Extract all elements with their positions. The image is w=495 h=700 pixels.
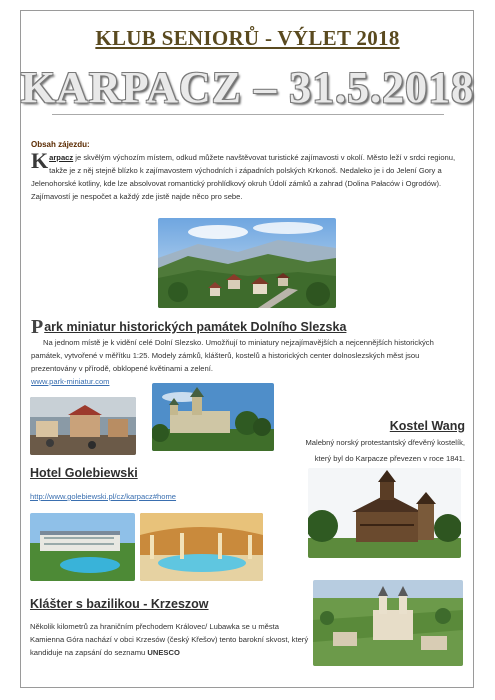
indoor-pool-photo	[140, 513, 263, 581]
klaster-title: Klášter s bazilikou - Krzeszow	[30, 597, 209, 611]
hotel-link[interactable]: http://www.golebiewski.pl/cz/karpacz#home	[30, 492, 177, 501]
park-paragraph: Na jednom místě je k vidění celé Dolní Slezsko. Umožňují to miniatury nejzajímavějších a nejcennějších historických památek, vytvořené v měřítku 1:25. Modely zámků, klášterů, kostelů a historických center dolnoslezských měst jsou prezentovány v přírodě, obklopené květinami a zelení.	[31, 338, 434, 373]
intro-paragraph	[31, 148, 465, 203]
park-link[interactable]: www.park-miniatur.com	[31, 377, 110, 386]
intro-text: je skvělým výchozím místem, odkud můžete navštěvovat turistické zajímavosti v okolí. Město leží v srdci regionu, takže je z něj stejně blízko k zajímavostem východních i západních polských Krkonoš. Nedaleko je i do Jelení Gory a Jelenohorské kotliny, kde lze absolvovat romantický prohlídkový okruh Údolí zámků a zahrad (Dolina Pałaców i Ogrodów). Zajímavostí je nespočet a každý zde jistě najde něco pro sebe.	[31, 153, 456, 201]
park-dropcap: P	[31, 316, 44, 338]
intro-dropcap: K	[31, 148, 49, 173]
klaster-text: Několik kilometrů za hraničním přechodem Královec/ Lubawka se u města Kamienna Góra nachází v obci Krzesów (český Křešov) tento barokní skvost, který kandiduje na zapsání do seznamu	[30, 622, 309, 657]
wang-title: Kostel Wang	[389, 419, 465, 433]
karpacz-town-photo	[158, 218, 336, 308]
unesco-label: UNESCO	[147, 648, 180, 657]
intro-label: Obsah zájezdu:	[31, 140, 90, 149]
hotel-title: Hotel Golebiewski	[30, 466, 138, 480]
intro-highlight: arpacz	[49, 153, 74, 162]
wooden-church-photo	[308, 468, 461, 558]
hotel-pool-photo	[30, 513, 135, 581]
wang-line1: Malebný norský protestantský dřevěný kostelík,	[305, 438, 465, 447]
abbey-aerial-photo	[313, 580, 463, 666]
park-title: ark miniatur historických památek Dolního Slezska	[44, 320, 347, 334]
klaster-paragraph	[30, 620, 310, 659]
miniature-hall-photo	[30, 397, 136, 455]
trip-title: KARPACZ – 31.5.2018	[20, 63, 475, 112]
wang-line2: který byl do Karpacze převezen v roce 1841.	[314, 454, 465, 463]
title-divider	[52, 114, 444, 115]
park-heading	[31, 318, 471, 336]
club-title: KLUB SENIORŮ - VÝLET 2018	[95, 26, 400, 50]
